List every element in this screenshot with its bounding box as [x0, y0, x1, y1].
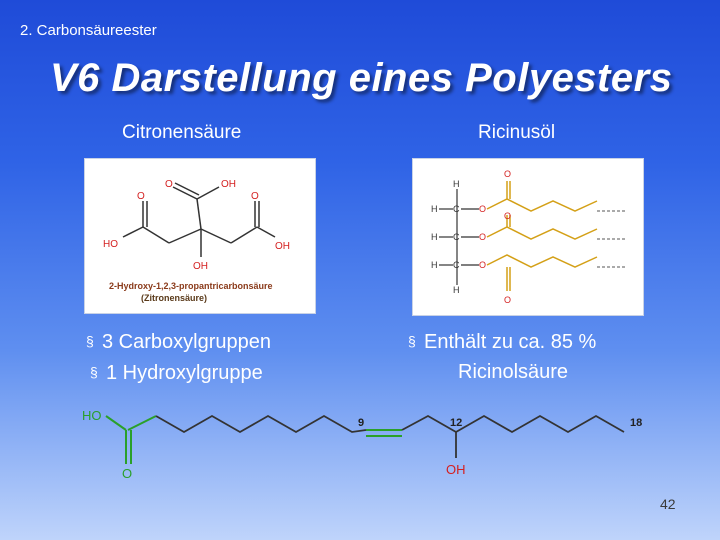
bullet-mark: §	[408, 333, 416, 349]
atom-h: H	[453, 285, 460, 295]
label-ho: HO	[82, 408, 102, 423]
citric-bullets	[86, 326, 271, 388]
position-18: 18	[630, 417, 643, 429]
atom-o: O	[137, 191, 145, 202]
position-9: 9	[358, 417, 365, 429]
atom-o: O	[165, 179, 173, 190]
slide-title: V6 Darstellung eines Polyesters	[50, 56, 673, 100]
iupac-name: 2-Hydroxy-1,2,3-propantricarbonsäure	[109, 281, 273, 291]
atom-o: O	[251, 191, 259, 202]
triglyceride-diagram	[413, 159, 643, 315]
position-12: 12	[450, 417, 463, 429]
atom-h: H	[431, 260, 438, 270]
citric-acid-diagram	[85, 159, 315, 313]
atom-c: C	[453, 204, 460, 214]
citric-acid-structure	[84, 158, 316, 314]
label-oh: OH	[446, 462, 466, 477]
bullet-item: § Enthält zu ca. 85 %	[408, 326, 596, 357]
bullet-mark: §	[90, 364, 98, 380]
atom-ho: HO	[103, 239, 118, 250]
castor-heading: Ricinusöl	[478, 122, 556, 143]
atom-h: H	[431, 232, 438, 242]
bullet-item: § 1 Hydroxylgruppe	[86, 357, 271, 388]
bullet-continuation: Ricinolsäure	[458, 361, 569, 383]
common-name: (Zitronensäure)	[141, 293, 208, 303]
atom-c: C	[453, 232, 460, 242]
ricinoleic-acid-formula	[74, 402, 654, 482]
atom-oh: OH	[193, 261, 208, 272]
atom-o: O	[504, 169, 512, 179]
atom-o: O	[479, 260, 487, 270]
page-number: 42	[660, 496, 676, 512]
bullet-mark: §	[86, 333, 94, 349]
atom-o: O	[504, 211, 512, 221]
atom-oh: OH	[275, 241, 290, 252]
section-label: 2. Carbonsäureester	[20, 22, 157, 39]
atom-c: C	[453, 260, 460, 270]
castor-oil-structure	[412, 158, 644, 316]
atom-o: O	[479, 232, 487, 242]
atom-oh: OH	[221, 179, 236, 190]
label-carbonyl-o: O	[122, 466, 133, 481]
atom-o: O	[479, 204, 487, 214]
citric-heading: Citronensäure	[122, 122, 242, 143]
bullet-item: § 3 Carboxylgruppen	[86, 326, 271, 357]
atom-o: O	[504, 295, 512, 305]
atom-h: H	[431, 204, 438, 214]
castor-bullets	[408, 326, 596, 387]
atom-h: H	[453, 179, 460, 189]
